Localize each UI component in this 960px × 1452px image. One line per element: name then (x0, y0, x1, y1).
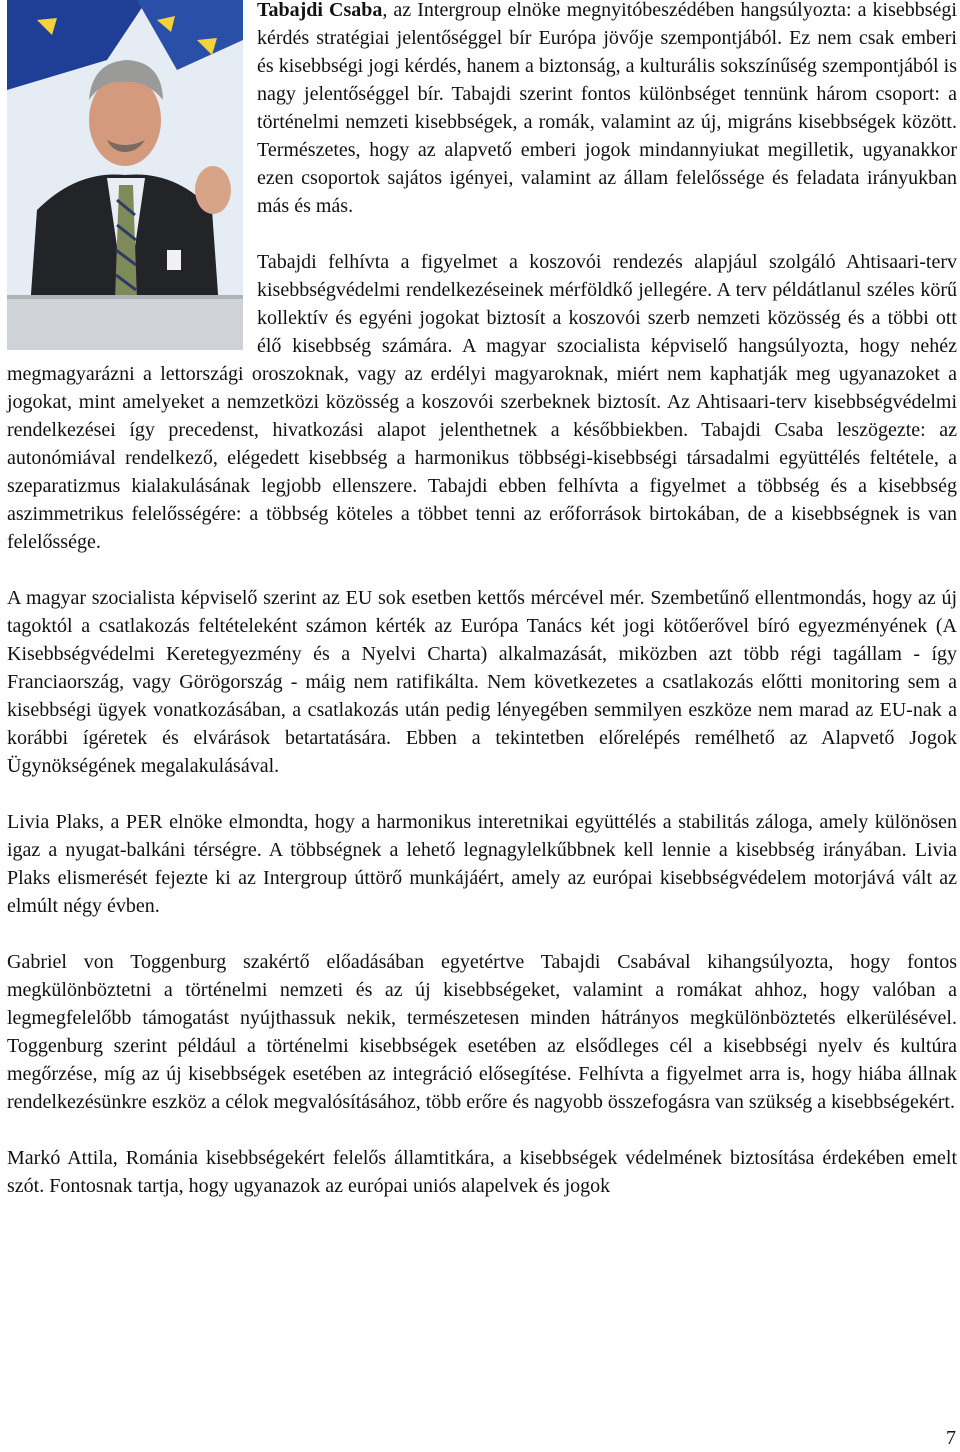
paragraph-2: Tabajdi felhívta a figyelmet a koszovói rendezés alapjául szolgáló Ahtisaari-terv kisebbségvédelmi rendelkezéseinek mérföldkő jellegére. A terv példátlanul széles körű kollektív és egyéni jogokat biztosít a koszovói szerb nemzeti közösség és a többi ott élő kisebbség számára. A magyar szocialista képviselő hangsúlyozta, hogy nehéz megmagyarázni a lettországi oroszoknak, vagy az erdélyi magyaroknak, miért nem kaphatják meg ugyanazoket a jogokat, mint amelyeket a nemzetközi közösség a koszovói szerbeknek biztosít. Az Ahtisaari-terv kisebbségvédelmi rendelkezései így precedenst, hivatkozási alapot jelenthetnek a későbbiekben. Tabajdi Csaba leszögezte: az autonómiával rendelkező, elégedett kisebbség a harmonikus többségi-kisebbségi társadalmi együttélés feltétele, a szeparatizmus kialakulásának legjobb ellenszere. Tabajdi ebben felhívta a figyelmet a többség és a kisebbség aszimmetrikus felelősségére: a többség köteles a többet tenni az erőforrások birtokában, de a kisebbségnek is van felelőssége. (7, 251, 957, 553)
paragraph-gap (7, 556, 957, 584)
paragraph-gap (7, 920, 957, 948)
paragraph-3: A magyar szocialista képviselő szerint az EU sok esetben kettős mércével mér. Szembetűnő ellentmondás, hogy az új tagoktól a csatlakozás feltételeként számon kérték az Európa Tanács két jogi kötőerővel bíró egyezményének (A Kisebbségvédelmi Keretegyezmény és a Nyelvi Charta) alkalmazását, miközben azt több régi tagállam - így Franciaország, vagy Görögország - máig nem ratifikálta. Nem következetes a csatlakozás előtti monitoring sem a kisebbségi ügyek vonatkozásában, a csatlakozás után pedig lényegében semmilyen eszköze nem marad az EU-nak a korábbi ígéretek és elvárások betartatására. Ebben a tekintetben előrelépés remélhető az Alapvető Jogok Ügynökségének megalakulásával. (7, 587, 957, 777)
document-page (7, 0, 957, 1200)
paragraph-6: Markó Attila, Románia kisebbségekért felelős államtitkára, a kisebbségek védelmének biztosítása érdekében emelt szót. Fontosnak tartja, hogy ugyanazok az európai uniós alapelvek és jogok (7, 1147, 957, 1197)
paragraph-gap (7, 780, 957, 808)
portrait-photo (7, 0, 243, 350)
paragraph-1-text: , az Intergroup elnöke megnyitóbeszédében hangsúlyozta: a kisebbségi kérdés stratégiai jelentőséggel bír Európa jövője szempontjából. Ez nem csak emberi és kisebbségi jogi kérdés, hanem a biztonság, a kulturális sokszínűség szempontjából is nagy jelentőséggel bír. Tabajdi szerint fontos különbséget tennünk három csoport: a történelmi nemzeti kisebbségek, a romák, valamint az új, migráns kisebbségek között. Természetes, hogy az alapvető emberi jogok mindannyiukat megilletik, ugyanakkor ezen csoportok sajátos igényei, valamint az állam felelőssége és feladata irányukban más és más. (257, 0, 957, 217)
page-number: 7 (946, 1427, 956, 1449)
portrait-illustration (7, 0, 243, 350)
paragraph-gap (7, 1116, 957, 1144)
paragraph-4: Livia Plaks, a PER elnöke elmondta, hogy a harmonikus interetnikai együttélés a stabilitás záloga, amely különösen igaz a nyugat-balkáni térségre. A többségnek a lehető legnagylelkűbbnek kell lennie a kisebbség irányában. Livia Plaks elismerését fejezte ki az Intergroup úttörő munkájáért, amely az európai kisebbségvédelem motorjává vált az elmúlt négy évben. (7, 811, 957, 917)
paragraph-5: Gabriel von Toggenburg szakértő előadásában egyetértve Tabajdi Csabával kihangsúlyozta, hogy fontos megkülönböztetni a történelmi nemzeti és az új kisebbségeket, valamint a romákat ahhoz, hogy valóban a legmegfelelőbb támogatást nyújthassuk nekik, természetesen minden hátrányos megkülönböztetés elkerülésével. Toggenburg szerint például a történelmi kisebbségek esetében az elsődleges cél a kisebbségi nyelv és kultúra megőrzése, míg az új kisebbségek esetében az integráció elősegítése. Felhívta a figyelmet arra is, hogy hiába állnak rendelkezésünkre eszköz a célok megvalósításához, több erőre és nagyobb összefogásra van szükség a kisebbségekért. (7, 951, 957, 1113)
speaker-name: Tabajdi Csaba (257, 0, 383, 21)
